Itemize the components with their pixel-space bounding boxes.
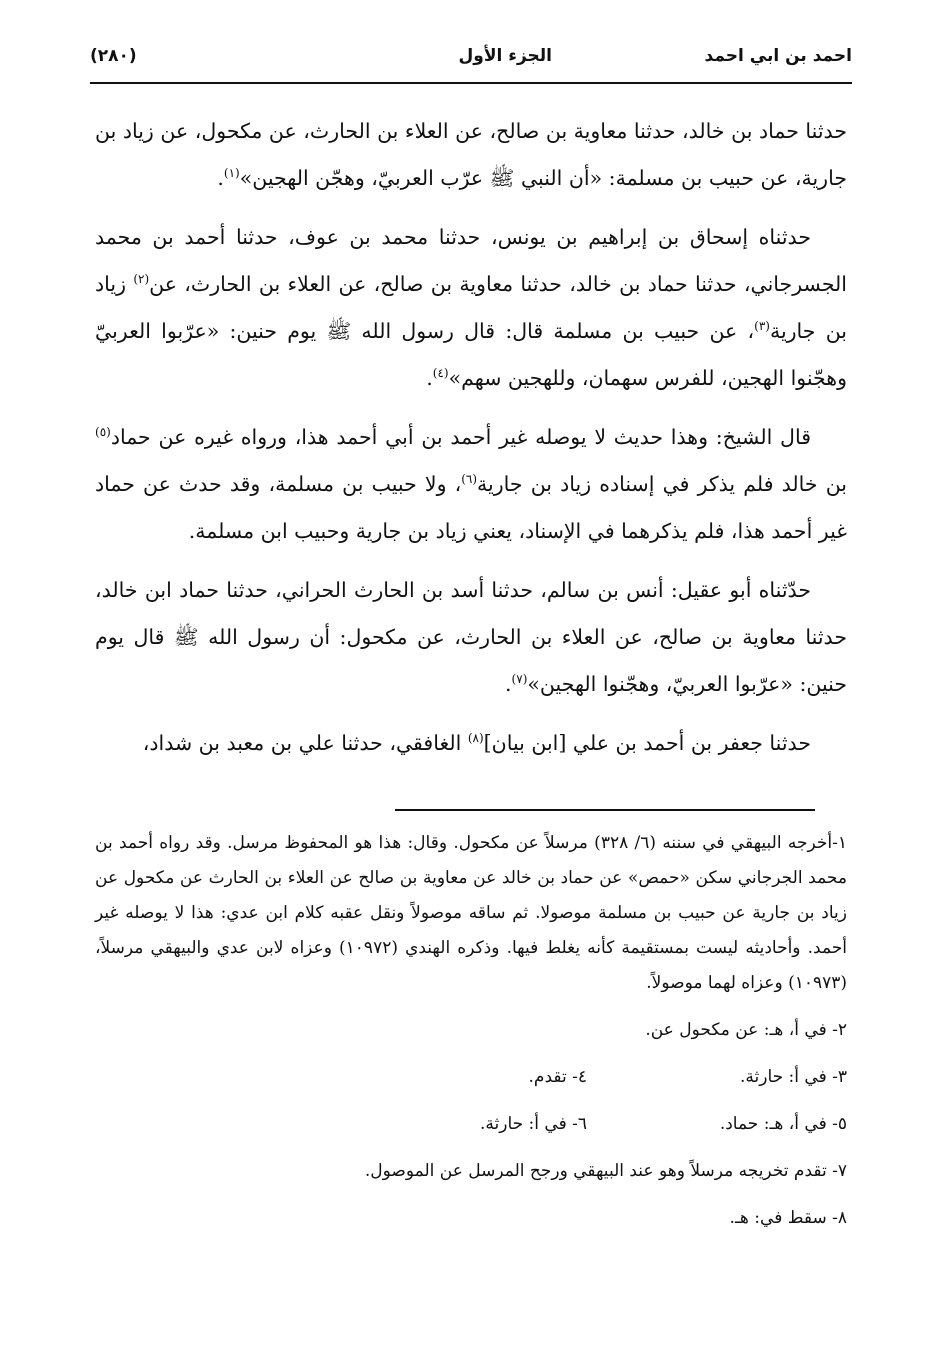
header-author: احمد بن ابي احمد <box>704 46 852 66</box>
paragraph-2: حدثناه إسحاق بن إبراهيم بن يونس، حدثنا محمد بن عوف، حدثنا أحمد بن محمد الجسرجاني، حدثنا حماد بن خالد، حدثنا معاوية بن صالح، عن العلاء بن الحارث، عن$^{(٢)}$ زياد بن جارية$^{(٣)}$، عن حبيب بن مسلمة قال: قال رسول الله ﷺ يوم حنين: «عرّبوا العربيّ وهجّنوا الهجين، للفرس سهمان، وللهجين سهم»$^{(٤)}$. <box>95 225 848 390</box>
paragraph-3 <box>95 414 847 555</box>
footnote-5: ٥- في أ، هـ: حماد. <box>719 1114 847 1134</box>
footnote-ref-1: (١) <box>223 166 240 181</box>
paragraph-5-text-b: الغافقي، حدثنا علي بن معبد بن شداد، <box>142 731 462 755</box>
footnote-row-5-6 <box>95 1107 847 1142</box>
paragraph-1: حدثنا حماد بن خالد، حدثنا معاوية بن صالح، عن العلاء بن الحارث، عن مكحول، عن زياد بن جارية، عن حبيب بن مسلمة: «أن النبي ﷺ عرّب العربيّ، وهجّن الهجين»$^{(١)}$. <box>95 119 847 190</box>
footnote-4: ٤- تقدم. <box>528 1067 587 1087</box>
footnote-ref-6: (٦) <box>461 472 478 487</box>
footnote-ref-4: (٤) <box>432 366 449 381</box>
page-number: (٢٨٠) <box>90 46 137 66</box>
footnote-6: ٦- في أ: حارثة. <box>480 1114 587 1134</box>
footnote-ref-8: (٨) <box>467 731 484 746</box>
paragraph-5 <box>95 720 847 767</box>
paragraph-3-text-a: قال الشيخ: وهذا حديث لا يوصله غير أحمد بن أبي أحمد هذا، ورواه غيره عن حماد <box>110 425 811 449</box>
header-volume: الجزء الأول <box>458 46 552 66</box>
header-rule <box>90 82 852 84</box>
footnote-ref-3: (٣) <box>754 319 770 334</box>
footnote-ref-2: (٢) <box>133 272 150 287</box>
footnote-ref-7: (٧) <box>511 672 528 687</box>
paragraph-5-text-a: حدثنا جعفر بن أحمد بن علي [ابن بيان] <box>483 731 811 755</box>
main-text <box>95 108 847 779</box>
running-header <box>90 40 852 78</box>
footnote-separator <box>395 809 815 811</box>
footnotes <box>95 826 847 1248</box>
footnote-2: ٢- في أ، هـ: عن مكحول عن. <box>645 1020 847 1040</box>
paragraph-4: حدّثناه أبو عقيل: أنس بن سالم، حدثنا أسد بن الحارث الحراني، حدثنا حماد ابن خالد، حدثنا معاوية بن صالح، عن العلاء بن الحارث، عن مكحول: أن رسول الله ﷺ قال يوم حنين: «عرّبوا العربيّ، وهجّنوا الهجين»$^{(٧)}$. <box>95 578 847 696</box>
paragraph-2-text-a: حدثناه إسحاق بن إبراهيم بن يونس، حدثنا محمد بن عوف، حدثنا أحمد بن محمد الجسرجاني، حدثنا حماد بن خالد، حدثنا معاوية بن صالح، عن العلاء بن الحارث، عن <box>95 225 847 296</box>
footnote-7: ٧- تقدم تخريجه مرسلاً وهو عند البيهقي ورجح المرسل عن الموصول. <box>364 1161 847 1181</box>
paragraph-3-text-c: ، ولا حبيب بن مسلمة، وقد حدث عن حماد غير أحمد هذا، فلم يذكرهما في الإسناد، يعني زياد بن جارية وحبيب ابن مسلمة. <box>95 472 847 543</box>
paragraph-3-text-b: بن خالد فلم يذكر في إسناده زياد بن جارية <box>477 472 847 496</box>
footnote-1: ١-أخرجه البيهقي في سننه (٦/ ٣٢٨) مرسلاً عن مكحول. وقال: هذا هو المحفوظ مرسل. وقد رواه أحمد بن محمد الجرجاني سكن «حمص» عن حماد بن خالد عن معاوية بن صالح عن العلاء بن الحارث عن مكحول عن زياد بن جارية عن حبيب بن مسلمة موصولا. ثم ساقه موصولاً ونقل عقبه كلام ابن عدي: هذا لا يوصله غير أحمد. وأحاديثه ليست بمستقيمة كأنه يغلط فيها. وذكره الهندي (١٠٩٧٢) وعزاه لابن عدي والبيهقي مرسلاً، (١٠٩٧٣) وعزاه لهما موصولاً. <box>95 833 848 993</box>
paragraph-1-text: حدثنا حماد بن خالد، حدثنا معاوية بن صالح، عن العلاء بن الحارث، عن مكحول، عن زياد بن جارية، عن حبيب بن مسلمة: «أن النبي ﷺ عرّب العربيّ، وهجّن الهجين» <box>95 119 847 190</box>
footnote-ref-5: (٥) <box>95 425 111 440</box>
paragraph-4-text: حدّثناه أبو عقيل: أنس بن سالم، حدثنا أسد بن الحارث الحراني، حدثنا حماد ابن خالد، حدثنا معاوية بن صالح، عن العلاء بن الحارث، عن مكحول: أن رسول الله ﷺ قال يوم حنين: «عرّبوا العربيّ، وهجّنوا الهجين» <box>95 578 847 696</box>
footnote-3: ٣- في أ: حارثة. <box>740 1067 847 1087</box>
footnote-row-3-4 <box>95 1060 847 1095</box>
footnote-8: ٨- سقط في: هـ. <box>729 1208 847 1228</box>
paragraph-2-text-b: زياد بن جارية <box>95 272 848 343</box>
paragraph-2-text-c: ، عن حبيب بن مسلمة قال: قال رسول الله ﷺ يوم حنين: «عرّبوا العربيّ وهجّنوا الهجين، للفرس سهمان، وللهجين سهم» <box>95 319 847 390</box>
